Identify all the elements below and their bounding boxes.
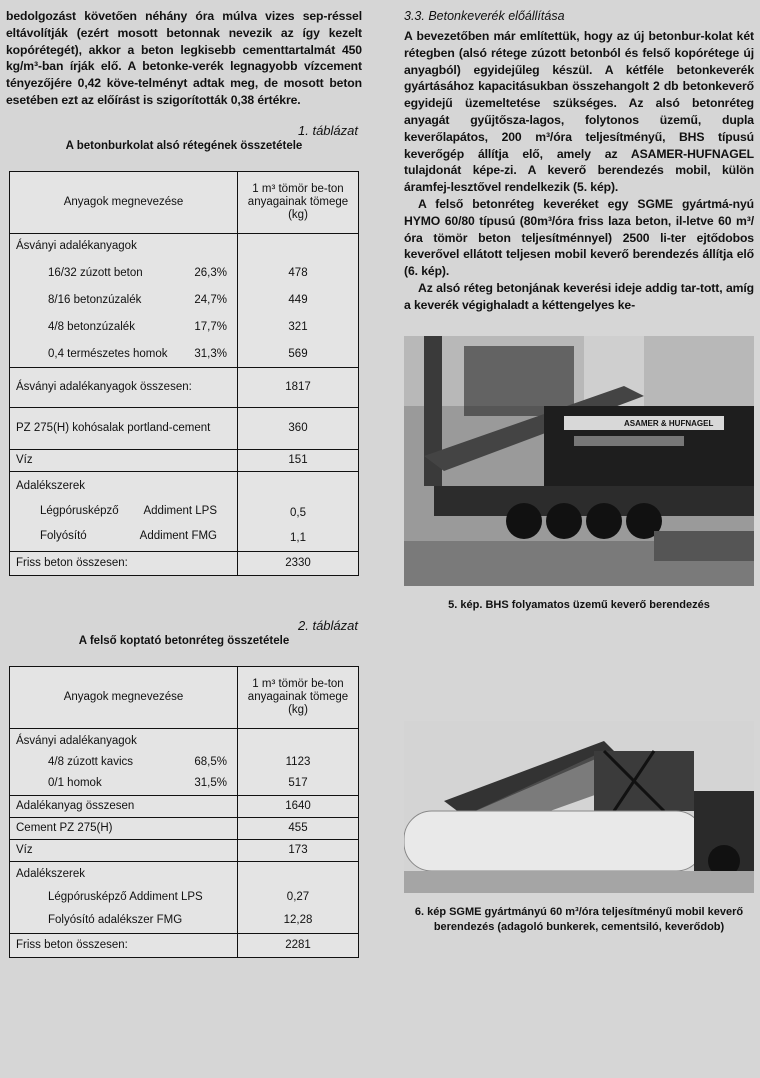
cement-label: Cement PZ 275(H)	[10, 817, 238, 839]
aggregate-total-label: Adalékanyag összesen	[10, 795, 238, 817]
admix-label: Adalékszerek	[16, 479, 86, 492]
col1-header: Anyagok megnevezése	[10, 171, 238, 233]
cement-label: PZ 275(H) kohósalak portland-cement	[10, 407, 238, 449]
table-row	[16, 321, 231, 334]
row-value: 0,27	[286, 890, 310, 903]
asamer-sign: ASAMER & HUFNAGEL	[624, 418, 714, 428]
table-row	[16, 530, 231, 543]
table-row	[16, 348, 231, 361]
row-value: 0,5	[290, 506, 306, 519]
row-name: 4/8 zúzott kavics	[48, 755, 134, 768]
total-label: Friss beton összesen:	[10, 933, 238, 957]
water-label: Víz	[10, 839, 238, 861]
water-value: 151	[238, 449, 359, 471]
col2-header: 1 m³ tömör be-ton anyagainak tömege (kg)	[238, 171, 359, 233]
table-row	[10, 551, 359, 575]
intro-paragraph: bedolgozást követően néhány óra múlva vizes sep-réssel eltávolítják (ezért mosott betonnak nevezik az így kezelt kopórétegét), akkor a beton legkisebb cementtartalmát 450 kg/m³-ban írják elő. A betonke-verék legnagyobb vízcement tényezőjére 0,42 köve-telményt adtak meg, de mosott beton esetében ezt az előírást is szigorították 0,38 értékre.	[6, 9, 362, 107]
row-pct: 68,5%	[194, 755, 227, 768]
total-value: 2281	[238, 933, 359, 957]
row-name: Légpórusképző Addiment LPS	[48, 890, 203, 903]
row-pct: 17,7%	[194, 320, 227, 333]
photo-bhs-mixer	[404, 336, 754, 586]
table-row	[16, 267, 231, 280]
table-row	[10, 367, 359, 407]
table-row	[10, 817, 359, 839]
table-row	[10, 233, 359, 367]
water-label: Víz	[10, 449, 238, 471]
row-value: 569	[288, 347, 308, 360]
table-row	[16, 756, 231, 769]
row-pct: 26,3%	[194, 266, 227, 279]
row-name: 4/8 betonzúzalék	[48, 320, 135, 333]
table1-title: A betonburkolat alsó rétegének összetétele	[65, 139, 303, 152]
photo-sgme-mixer-image	[404, 721, 754, 893]
table2	[9, 666, 359, 958]
row-name: 0,4 természetes homok	[48, 347, 168, 360]
row-name: Folyósító	[40, 529, 87, 542]
group-label: Ásványi adalékanyagok	[16, 734, 137, 747]
table-row	[10, 839, 359, 861]
cement-value: 360	[238, 407, 359, 449]
table1-number: 1. táblázat	[298, 122, 358, 138]
table-row	[10, 449, 359, 471]
paragraph-2: A felső betonréteg keveréket egy SGME gyártmá-nyú HYMO 60/80 típusú (80m³/óra friss laza beton, il-letve 60 m³/óra tömör beton teljesítménnyel) 2500 li-ter ejtődobos keverővel ellátott teljesen mobil keverő berendezés állítja elő (6. kép).	[404, 196, 754, 279]
row-pct: 31,5%	[194, 776, 227, 789]
row-name: 0/1 homok	[48, 776, 102, 789]
table-row	[10, 407, 359, 449]
paragraph-3: Az alsó réteg betonjának keverési ideje addig tar-tott, amíg a keverék végighaladt a kéttengelyes ke-	[404, 280, 754, 312]
row-name: Folyósító adalékszer FMG	[48, 913, 183, 926]
total-label: Friss beton összesen:	[10, 551, 238, 575]
table-row	[10, 933, 359, 957]
cement-value: 455	[238, 817, 359, 839]
table-header-row	[10, 171, 359, 233]
table-row	[10, 861, 359, 933]
row-product: Addiment LPS	[143, 504, 217, 517]
photo2-caption: 6. kép SGME gyártmányú 60 m³/óra teljesítményű mobil keverő berendezés (adagoló bunkerek, cementsiló, keverődob)	[414, 905, 744, 933]
row-name: Légpórusképző	[40, 504, 119, 517]
mineral-total-label: Ásványi adalékanyagok összesen:	[10, 367, 238, 407]
left-column	[6, 8, 362, 958]
mineral-total-value: 1817	[238, 367, 359, 407]
row-pct: 24,7%	[194, 293, 227, 306]
row-value: 12,28	[283, 913, 313, 926]
row-name: 16/32 zúzott beton	[48, 266, 143, 279]
section-title: 3.3. Betonkeverék előállítása	[404, 9, 565, 23]
photo-bhs-mixer-image	[404, 336, 754, 586]
row-value: 321	[288, 320, 308, 333]
col2-header: 1 m³ tömör be-ton anyagainak tömege (kg)	[238, 666, 359, 728]
row-pct: 31,3%	[194, 347, 227, 360]
table1	[9, 171, 359, 576]
right-column	[404, 8, 754, 935]
table-row	[10, 471, 359, 551]
water-value: 173	[238, 839, 359, 861]
photo-sgme-mixer	[404, 721, 754, 893]
paragraph-1: A bevezetőben már említettük, hogy az új betonbur-kolat két rétegben (alsó rétege zúzott betonból és felső kopórétege új anyagból) egyidejűleg készül. A kétféle betonkeverék gyártásához kapacitásukban összehangolt 2 db betonkeverő egyidejű üzemeltetése szükséges. Az alsó betonréteg anyagát gyűjtősza-lagos, folytonos üzemű, dupla keverőlapátos, 200 m³/óra teljesítményű, BHS típusú keverőgép állítja elő, amely az ASAMER-HUFNAGEL tulajdonát képe-zi. A keverő berendezés mobil, külön áramfej-lesztővel rendelkezik (5. kép).	[404, 29, 754, 195]
aggregate-total-value: 1640	[238, 795, 359, 817]
row-value: 1123	[285, 755, 311, 768]
group-label: Ásványi adalékanyagok	[16, 239, 137, 252]
row-name: 8/16 betonzúzalék	[48, 293, 142, 306]
row-value: 517	[288, 776, 308, 789]
table2-number: 2. táblázat	[298, 617, 358, 633]
table-row	[16, 505, 231, 518]
table2-title: A felső koptató betonréteg összetétele	[78, 634, 290, 647]
table-row	[10, 728, 359, 795]
table-header-row	[10, 666, 359, 728]
table-row	[10, 795, 359, 817]
row-value: 449	[288, 293, 308, 306]
row-value: 478	[288, 266, 308, 279]
table-row	[16, 777, 231, 790]
total-value: 2330	[238, 551, 359, 575]
photo1-caption: 5. kép. BHS folyamatos üzemű keverő berendezés	[448, 598, 710, 611]
admix-label: Adalékszerek	[16, 867, 86, 880]
col1-header: Anyagok megnevezése	[10, 666, 238, 728]
table-row	[16, 294, 231, 307]
row-product: Addiment FMG	[139, 529, 217, 542]
row-value: 1,1	[290, 531, 306, 544]
